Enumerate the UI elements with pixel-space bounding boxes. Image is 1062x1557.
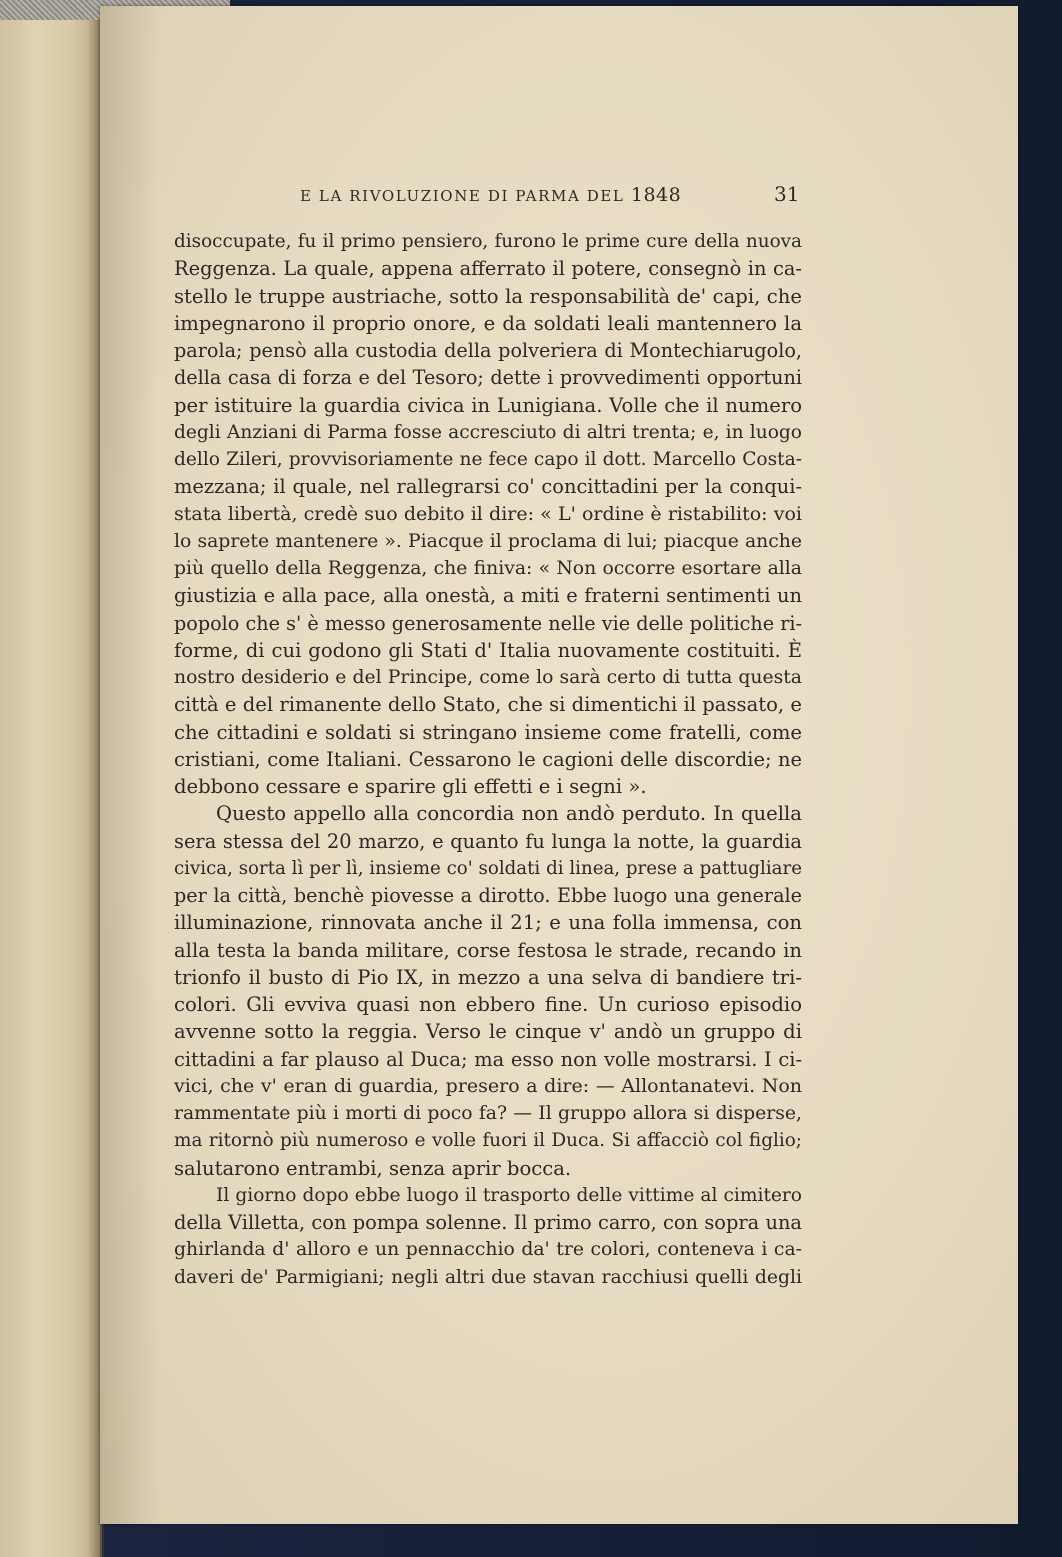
text-line: ghirlanda d' alloro e un pennacchio da' tre colori, conteneva i ca- — [174, 1239, 802, 1261]
text-line: colori. Gli evviva quasi non ebbero fine. Un curioso episodio — [174, 993, 802, 1016]
facing-page-edge — [0, 20, 102, 1557]
text-line: daveri de' Parmigiani; negli altri due stavan racchiusi quelli degli — [174, 1266, 802, 1288]
text-line: debbono cessare e sparire gli effetti e i segni ». — [174, 775, 647, 798]
text-line: salutarono entrambi, senza aprir bocca. — [174, 1156, 572, 1180]
text-line: dello Zileri, provvisoriamente ne fece capo il dott. Marcello Costa- — [174, 449, 802, 470]
text-line: cristiani, come Italiani. Cessarono le cagioni delle discordie; ne — [174, 747, 802, 771]
text-line: mezzana; il quale, nel rallegrarsi co' concittadini per la conqui- — [174, 475, 802, 499]
running-title — [300, 184, 681, 206]
running-title-year: 1848 — [630, 184, 682, 206]
text-line: forme, di cui godono gli Stati d' Italia nuovamente costituiti. È — [174, 638, 802, 662]
text-line: illuminazione, rinnovata anche il 21; e una folla immensa, con — [174, 911, 802, 935]
text-line: per istituire la guardia civica in Lunigiana. Volle che il numero — [174, 393, 802, 417]
text-line: disoccupate, fu il primo pensiero, furono le prime cure della nuova — [174, 231, 802, 252]
text-line: nostro desiderio e del Principe, come lo sarà certo di tutta questa — [174, 667, 802, 688]
text-line: ma ritornò più numeroso e volle fuori il Duca. Si affacciò col figlio; — [174, 1130, 802, 1152]
text-line: lo saprete mantenere ». Piacque il proclama di lui; piacque anche — [174, 530, 802, 552]
text-line: per la città, benchè piovesse a dirotto. Ebbe luogo una generale — [174, 884, 802, 907]
text-line: città e del rimanente dello Stato, che si dimentichi il passato, e — [174, 693, 802, 717]
text-line: che cittadini e soldati si stringano insieme come fratelli, come — [174, 720, 802, 744]
text-line: più quello della Reggenza, che finiva: « Non occorre esortare alla — [174, 558, 802, 579]
text-line: avvenne sotto la reggia. Verso le cinque v' andò un gruppo di — [174, 1020, 802, 1044]
text-line: popolo che s' è messo generosamente nelle vie delle politiche ri- — [174, 611, 802, 635]
page-number: 31 — [774, 182, 800, 206]
text-line: degli Anziani di Parma fosse accresciuto di altri trenta; e, in luogo — [174, 421, 802, 443]
text-line: impegnarono il proprio onore, e da soldati leali mantennero la — [174, 311, 802, 335]
text-line: giustizia e alla pace, alla onestà, a miti e fraterni sentimenti un — [174, 584, 802, 608]
text-line: Reggenza. La quale, appena afferrato il potere, consegnò in ca- — [174, 257, 802, 281]
text-line: stello le truppe austriache, sotto la responsabilità de' capi, che — [174, 284, 802, 308]
text-line: trionfo il busto di Pio IX, in mezzo a una selva di bandiere tri- — [174, 965, 802, 989]
text-line: della Villetta, con pompa solenne. Il primo carro, con sopra una — [174, 1211, 802, 1234]
page-gutter-shade — [100, 6, 160, 1524]
text-line: alla testa la banda militare, corse festosa le strade, recando in — [174, 938, 802, 962]
text-line: sera stessa del 20 marzo, e quanto fu lunga la notte, la guardia — [174, 829, 802, 853]
text-line: parola; pensò alla custodia della polveriera di Montechiarugolo, — [174, 339, 802, 362]
running-head — [0, 184, 1062, 208]
text-line: stata libertà, credè suo debito il dire: « L' ordine è ristabilito: voi — [174, 502, 802, 525]
text-line: rammentate più i morti di poco fa? — Il gruppo allora si disperse, — [174, 1103, 802, 1124]
text-line: della casa di forza e del Tesoro; dette i provvedimenti opportuni — [174, 366, 802, 390]
running-title-text: E LA RIVOLUZIONE DI PARMA DEL — [300, 187, 625, 205]
text-line: vici, che v' eran di guardia, presero a dire: — Allontanatevi. Non — [174, 1074, 802, 1097]
text-line: Il giorno dopo ebbe luogo il trasporto delle vittime al cimitero — [216, 1184, 802, 1206]
text-line: Questo appello alla concordia non andò perduto. In quella — [216, 802, 802, 826]
body-text — [174, 228, 802, 1291]
text-line: cittadini a far plauso al Duca; ma esso non volle mostrarsi. I ci- — [174, 1047, 802, 1071]
text-line: civica, sorta lì per lì, insieme co' soldati di linea, prese a pattugliare — [174, 857, 802, 879]
